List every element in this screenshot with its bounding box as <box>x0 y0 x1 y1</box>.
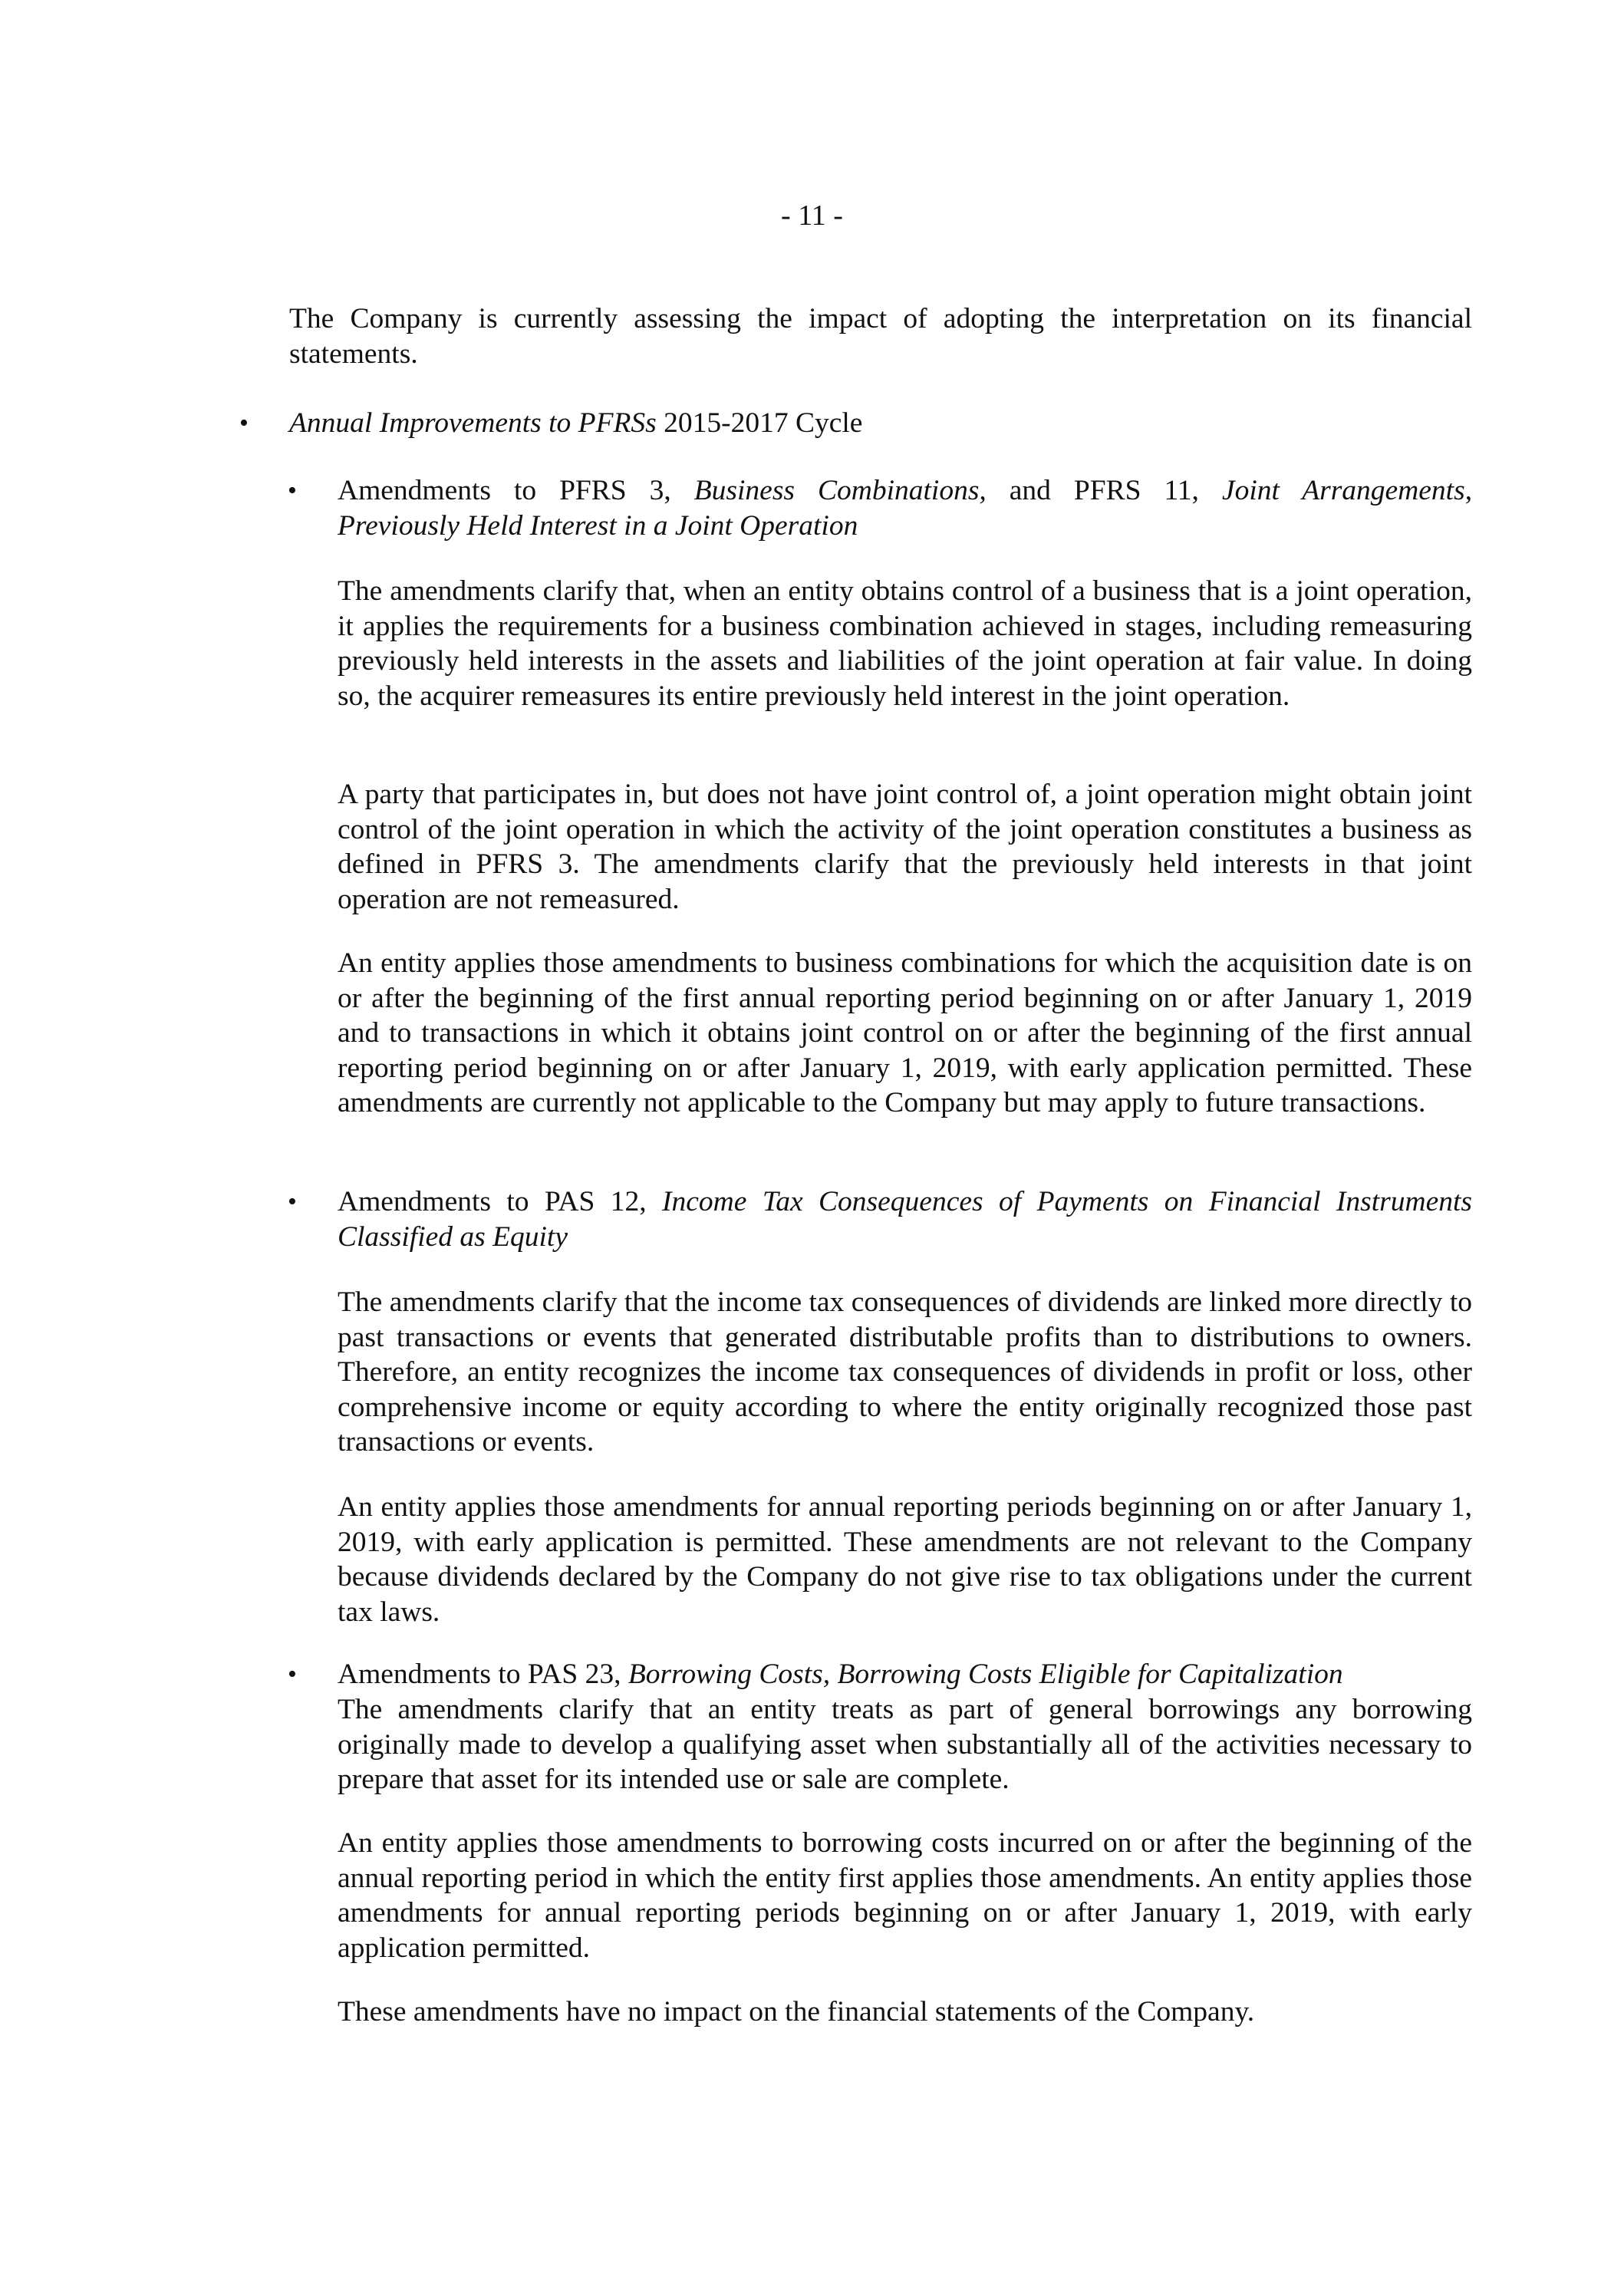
item-1-heading <box>338 473 1472 543</box>
item-1-heading-italic: Joint Arrangements <box>1221 475 1465 506</box>
item-1-heading-italic: Business Combinations, <box>693 475 987 506</box>
bullet-icon: • <box>288 1188 297 1216</box>
item-1-paragraph-3 <box>338 946 1472 1121</box>
item-1-paragraph-2 <box>338 777 1472 917</box>
item-1-heading-text: Amendments to PFRS 3, <box>338 475 671 506</box>
intro-line-2: statements. <box>289 338 418 370</box>
item-2-heading <box>338 1184 1472 1254</box>
item-2-heading-italic: Income Tax Consequences of Payments on Financial Instruments Classified as Equity <box>338 1186 1472 1253</box>
item-1-paragraph-1 <box>338 574 1472 713</box>
item-3-heading <box>338 1657 1472 1692</box>
item-2-heading-text: Amendments to PAS 12, <box>338 1186 647 1217</box>
paragraph-text: An entity applies those amendments for annual reporting periods beginning on or after January 1, 2019, with early application is permitted. These amendments are not relevant to the Company because dividends declared by the Company do not give rise to tax obligations under the current tax laws. <box>338 1491 1472 1628</box>
bullet-icon: • <box>288 476 297 505</box>
item-3-paragraph-2 <box>338 1826 1472 1965</box>
bullet-icon: • <box>288 1660 297 1688</box>
item-2-paragraph-1 <box>338 1285 1472 1460</box>
item-2-paragraph-2 <box>338 1490 1472 1629</box>
intro-paragraph <box>289 301 1472 371</box>
bullet-icon: • <box>239 409 249 437</box>
item-3-paragraph-1 <box>338 1692 1472 1797</box>
intro-line-1: The Company is currently assessing the impact of adopting the interpretation on its financial <box>289 303 1472 334</box>
item-3-heading-text: Amendments to PAS 23, <box>338 1659 621 1690</box>
item-1-heading-italic: Previously Held Interest in a Joint Operation <box>338 509 858 542</box>
section-heading <box>289 406 1472 441</box>
item-3-paragraph-3 <box>338 1995 1472 2030</box>
paragraph-text: An entity applies those amendments to business combinations for which the acquisition date is on or after the beginning of the first annual reporting period beginning on or after January 1, 2019 and to transactions in which it obtains joint control on or after the beginning of the first annual reporting period beginning on or after January 1, 2019, with early application permitted. These amendments are currently not applicable to the Company but may apply to future transactions. <box>338 947 1472 1118</box>
item-1-heading-text: and PFRS 11, <box>1009 475 1199 506</box>
item-3-heading-italic: Borrowing Costs, Borrowing Costs Eligible for Capitalization <box>628 1659 1343 1690</box>
paragraph-text: The amendments clarify that, when an entity obtains control of a business that is a joint operation, it applies the requirements for a business combination achieved in stages, including remeasuring previously held interests in the assets and liabilities of the joint operation at fair value. In doing so, the acquirer remeasures its entire previously held interest in the joint operation. <box>338 575 1472 712</box>
paragraph-text: An entity applies those amendments to borrowing costs incurred on or after the beginning of the annual reporting period in which the entity first applies those amendments. An entity applies those amendments for annual reporting periods beginning on or after January 1, 2019, with early application permitted. <box>338 1827 1472 1964</box>
paragraph-text: A party that participates in, but does not have joint control of, a joint operation might obtain joint control of the joint operation in which the activity of the joint operation constitutes a business as defined in PFRS 3. The amendments clarify that the previously held interests in that joint operation are not remeasured. <box>338 779 1472 915</box>
section-title-rest: 2015-2017 Cycle <box>664 407 863 439</box>
page-number: - 11 - <box>781 199 843 232</box>
paragraph-text: The amendments clarify that the income tax consequences of dividends are linked more directly to past transactions or events that generated distributable profits than to distributions to owners. Therefore, an entity recognizes the income tax consequences of dividends in profit or loss, other comprehensive income or equity according to where the entity originally recognized those past transactions or events. <box>338 1286 1472 1458</box>
paragraph-text: These amendments have no impact on the financial statements of the Company. <box>338 1996 1255 2028</box>
item-1-heading-text: , <box>1464 475 1473 506</box>
section-title-italic: Annual Improvements to PFRSs <box>289 407 657 439</box>
paragraph-text: The amendments clarify that an entity treats as part of general borrowings any borrowing originally made to develop a qualifying asset when substantially all of the activities necessary to prepare that asset for its intended use or sale are complete. <box>338 1694 1472 1795</box>
